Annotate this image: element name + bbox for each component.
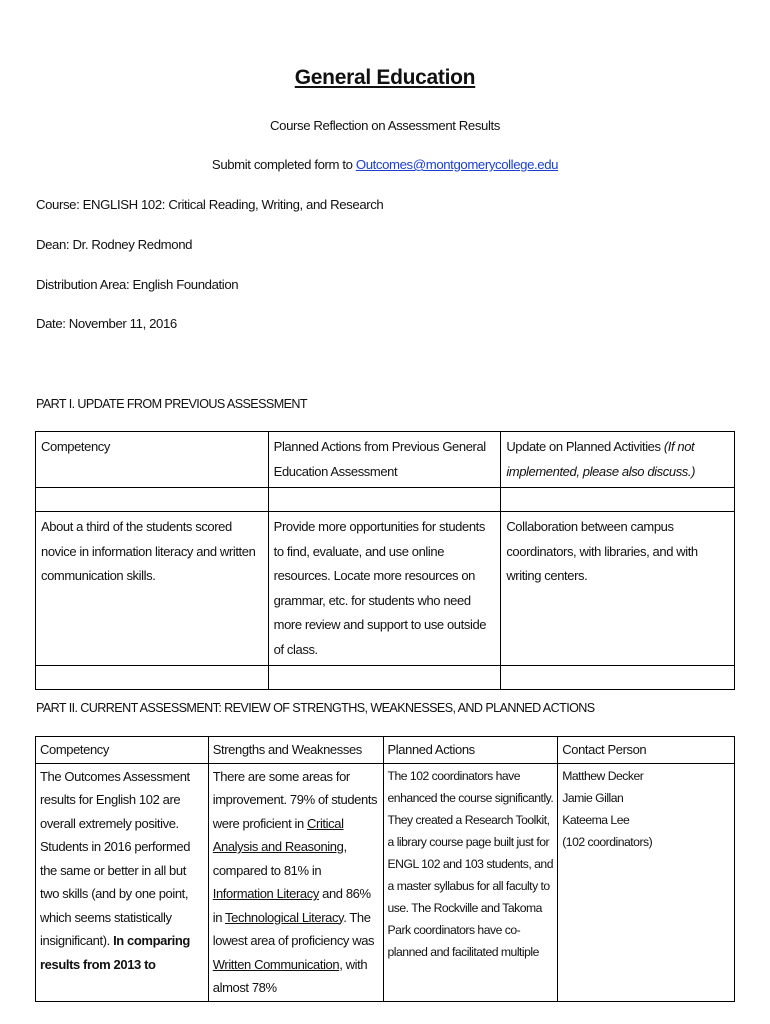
empty-cell xyxy=(268,666,501,690)
header-competency: Competency xyxy=(36,737,209,764)
contact-name: Kateema Lee xyxy=(562,812,630,827)
sw-text: , with almost 78% xyxy=(212,956,368,995)
empty-cell xyxy=(36,666,269,690)
header-strengths-weaknesses: Strengths and Weaknesses xyxy=(208,737,383,764)
competency-cell xyxy=(36,763,209,1001)
planned-actions-cell: Provide more opportunities for students to find, evaluate, and use online resources. Locate more resources on grammar, etc. for students who need more review and support to use outside of class. xyxy=(268,512,501,666)
technological-literacy-link: Technological Literacy xyxy=(225,909,344,925)
table-header-row xyxy=(36,737,735,764)
competency-text: The Outcomes Assessment results for English 102 are overall extremely positive. Students in 2016 performed the same or better in all but two skills (and by one point, which seems statistically insignificant). xyxy=(40,768,191,948)
table-row xyxy=(36,512,735,666)
date-line: Date: November 11, 2016 xyxy=(36,316,177,331)
header-update xyxy=(501,432,735,488)
page-title: General Education xyxy=(294,66,476,89)
sw-text: and 86% in xyxy=(212,886,371,925)
email-link[interactable]: Outcomes@montgomerycollege.edu xyxy=(355,157,559,172)
subtitle: Course Reflection on Assessment Results xyxy=(270,118,500,133)
part2-table xyxy=(35,736,735,1002)
sw-text: . The lowest area of proficiency was xyxy=(212,909,375,948)
empty-cell xyxy=(501,488,735,512)
strengths-weaknesses-cell xyxy=(208,763,383,1001)
part1-table xyxy=(35,431,735,690)
header-contact-person: Contact Person xyxy=(558,737,735,764)
submit-prefix: Submit completed form to xyxy=(211,157,356,172)
contact-name: Matthew Decker xyxy=(562,768,644,783)
planned-actions-cell: The 102 coordinators have enhanced the course significantly. They created a Research Toolkit, a library course page built just for ENGL 102 and 103 students, and a master syllabus for all faculty to use. The Rockville and Takoma Park coordinators have co-planned and facilitated multiple xyxy=(383,763,558,1001)
written-communication-link: Written Communication xyxy=(212,956,340,972)
table-row-empty xyxy=(36,488,735,512)
table-row xyxy=(36,763,735,1001)
critical-analysis-link: Critical Analysis and Reasoning xyxy=(212,815,344,854)
course-line: Course: ENGLISH 102: Critical Reading, Writing, and Research xyxy=(36,197,384,212)
header-competency: Competency xyxy=(36,432,269,488)
competency-bold-text: In comparing results from 2013 to xyxy=(40,933,190,972)
contact-role: (102 coordinators) xyxy=(562,834,653,849)
sw-text: , compared to 81% in xyxy=(212,839,347,878)
dean-line: Dean: Dr. Rodney Redmond xyxy=(36,237,193,252)
table-row-empty xyxy=(36,666,735,690)
empty-cell xyxy=(268,488,501,512)
contact-person-cell xyxy=(558,763,735,1001)
part1-heading: PART I. UPDATE FROM PREVIOUS ASSESSMENT xyxy=(36,397,307,411)
empty-cell xyxy=(36,488,269,512)
header-planned-actions: Planned Actions xyxy=(383,737,558,764)
update-cell: Collaboration between campus coordinators, with libraries, and with writing centers. xyxy=(501,512,735,666)
empty-cell xyxy=(501,666,735,690)
header-planned-actions: Planned Actions from Previous General Education Assessment xyxy=(268,432,501,488)
contact-name: Jamie Gillan xyxy=(562,790,624,805)
distribution-area-line: Distribution Area: English Foundation xyxy=(36,277,239,292)
submit-line xyxy=(0,157,770,172)
competency-cell: About a third of the students scored novice in information literacy and written communication skills. xyxy=(36,512,269,666)
information-literacy-link: Information Literacy xyxy=(212,886,319,901)
update-note: (If not implemented, please also discuss.) xyxy=(506,439,696,479)
table-header-row xyxy=(36,432,735,488)
update-label: Update on Planned Activities xyxy=(506,439,664,454)
part2-heading: PART II. CURRENT ASSESSMENT: REVIEW OF STRENGTHS, WEAKNESSES, AND PLANNED ACTIONS xyxy=(36,701,595,715)
sw-text: There are some areas for improvement. 79% of students were proficient in xyxy=(212,768,378,831)
